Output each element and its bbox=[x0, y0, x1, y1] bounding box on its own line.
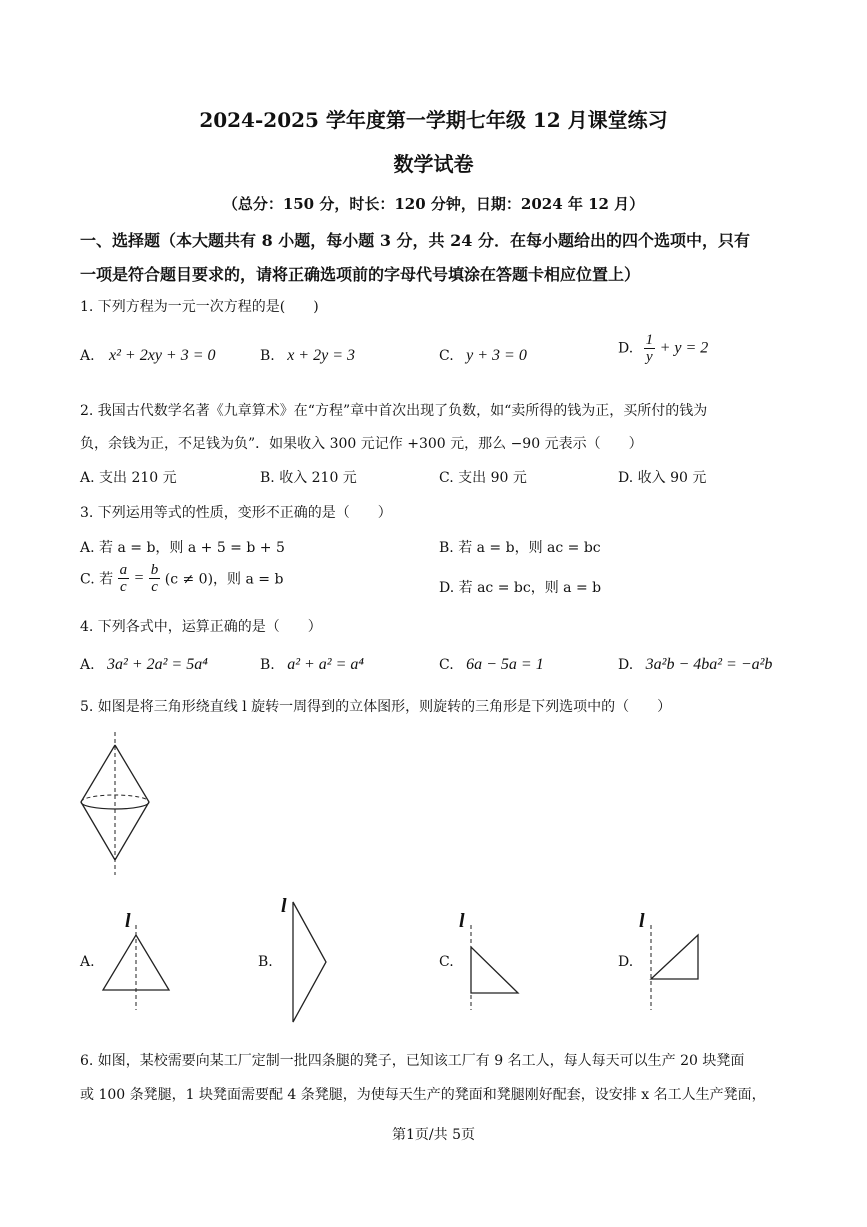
question-2-line1: 2. 我国古代数学名著《九章算术》在“方程”章中首次出现了负数，如“卖所得的钱为正，买所付的钱为 bbox=[80, 403, 708, 419]
q1-option-d-numerator: 1 bbox=[645, 332, 654, 348]
q1-option-b-expr: x + 2y = 3 bbox=[287, 347, 355, 364]
q3-option-d: D. 若 ac = bc，则 a = b bbox=[439, 580, 602, 596]
q1-option-d-fraction bbox=[644, 332, 656, 365]
q5-option-d-figure bbox=[635, 905, 715, 1015]
q5-option-b-label: B. bbox=[258, 954, 273, 970]
cone-edge-lower-left bbox=[81, 802, 115, 860]
q3-frac1-num: a bbox=[119, 562, 128, 578]
q4-option-d bbox=[618, 656, 772, 674]
q3-equals: = bbox=[133, 569, 145, 587]
q5-option-a-figure bbox=[95, 905, 185, 1015]
q3-option-a: A. 若 a = b，则 a + 5 = b + 5 bbox=[80, 540, 285, 556]
q2-option-d: D. 收入 90 元 bbox=[618, 470, 707, 486]
exam-title: 2024-2025 学年度第一学期七年级 12 月课堂练习 bbox=[199, 108, 668, 132]
q5-option-b-figure bbox=[275, 890, 345, 1030]
section-heading-line1: 一、选择题（本大题共有 8 小题，每小题 3 分，共 24 分．在每小题给出的四个选项中，只有 bbox=[80, 231, 750, 250]
right-triangle bbox=[651, 935, 698, 979]
q1-option-d-rest: + y = 2 bbox=[659, 339, 709, 357]
question-6-line2: 或 100 条凳腿，1 块凳面需要配 4 条凳腿，为使每天生产的凳面和凳腿刚好配套，设安排 x 名工人生产凳面， bbox=[80, 1087, 766, 1103]
q3-option-c-fraction-1 bbox=[118, 562, 130, 595]
q3-option-c bbox=[80, 562, 283, 595]
q1-option-a-expr: x² + 2xy + 3 = 0 bbox=[109, 347, 216, 364]
q1-option-c-label: C. bbox=[439, 348, 454, 364]
exam-subtitle: 数学试卷 bbox=[393, 152, 474, 176]
q2-option-b: B. 收入 210 元 bbox=[260, 470, 357, 486]
q5-option-c-figure bbox=[455, 905, 535, 1015]
axis-l-label: l bbox=[459, 910, 465, 932]
exam-info: （总分：150 分，时长：120 分钟，日期：2024 年 12 月） bbox=[222, 195, 645, 213]
q4-option-a bbox=[80, 656, 208, 674]
q1-option-b-label: B. bbox=[260, 348, 275, 364]
cone-edge-lower-right bbox=[115, 802, 149, 860]
q3-frac1-den: c bbox=[119, 579, 127, 595]
q3-option-c-prefix: C. 若 bbox=[80, 571, 114, 588]
q4-option-c bbox=[439, 656, 544, 674]
q3-option-c-fraction-2 bbox=[149, 562, 161, 595]
question-6-line1: 6. 如图，某校需要向某工厂定制一批四条腿的凳子，已知该工厂有 9 名工人，每人每天可以生产 20 块凳面 bbox=[80, 1053, 745, 1069]
q2-option-a: A. 支出 210 元 bbox=[80, 470, 177, 486]
question-2-line2: 负，余钱为正，不足钱为负”．如果收入 300 元记作 +300 元，那么 −90 元表示（ ） bbox=[80, 436, 643, 452]
q4-option-c-expr: 6a − 5a = 1 bbox=[466, 656, 544, 673]
q3-option-b: B. 若 a = b，则 ac = bc bbox=[439, 540, 601, 556]
cone-edge-upper-right bbox=[115, 745, 149, 802]
q4-option-d-label: D. bbox=[618, 657, 634, 673]
q4-option-c-label: C. bbox=[439, 657, 454, 673]
right-triangle bbox=[471, 947, 518, 993]
q4-option-b bbox=[260, 656, 364, 674]
q4-option-b-expr: a² + a² = a⁴ bbox=[287, 656, 364, 673]
page-number: 第1页/共 5页 bbox=[392, 1127, 475, 1143]
q1-option-a bbox=[80, 347, 216, 365]
q1-option-c-expr: y + 3 = 0 bbox=[466, 347, 527, 364]
q1-option-b bbox=[260, 347, 355, 365]
axis-l-label: l bbox=[281, 895, 287, 917]
axis-l-label: l bbox=[125, 910, 131, 932]
q5-option-d-label: D. bbox=[618, 954, 634, 970]
q4-option-a-expr: 3a² + 2a² = 5a⁴ bbox=[107, 656, 208, 673]
question-3-stem: 3. 下列运用等式的性质，变形不正确的是（ ） bbox=[80, 505, 392, 521]
q1-option-d-label: D. bbox=[618, 340, 634, 357]
double-cone-figure bbox=[70, 730, 170, 880]
q5-option-c-label: C. bbox=[439, 954, 454, 970]
question-1-stem: 1. 下列方程为一元一次方程的是( ) bbox=[80, 299, 319, 315]
triangle-on-axis bbox=[293, 902, 326, 1022]
q1-option-d-denominator: y bbox=[646, 349, 653, 365]
q3-option-c-post: (c ≠ 0)，则 a = b bbox=[164, 571, 284, 588]
q1-option-a-label: A. bbox=[80, 348, 95, 364]
q3-frac2-num: b bbox=[150, 562, 159, 578]
q4-option-b-label: B. bbox=[260, 657, 275, 673]
question-4-stem: 4. 下列各式中，运算正确的是（ ） bbox=[80, 619, 322, 635]
q5-option-a-label: A. bbox=[80, 954, 95, 970]
question-5-stem: 5. 如图是将三角形绕直线 l 旋转一周得到的立体图形，则旋转的三角形是下列选项中的（ ） bbox=[80, 699, 672, 715]
q3-frac2-den: c bbox=[151, 579, 158, 595]
q2-option-c: C. 支出 90 元 bbox=[439, 470, 527, 486]
q1-option-c bbox=[439, 347, 527, 365]
cone-edge-upper-left bbox=[81, 745, 115, 802]
section-heading-line2: 一项是符合题目要求的，请将正确选项前的字母代号填涂在答题卡相应位置上） bbox=[80, 265, 641, 284]
q4-option-a-label: A. bbox=[80, 657, 95, 673]
axis-l-label: l bbox=[639, 910, 645, 932]
q4-option-d-expr: 3a²b − 4ba² = −a²b bbox=[645, 656, 773, 673]
q1-option-d bbox=[618, 332, 708, 365]
